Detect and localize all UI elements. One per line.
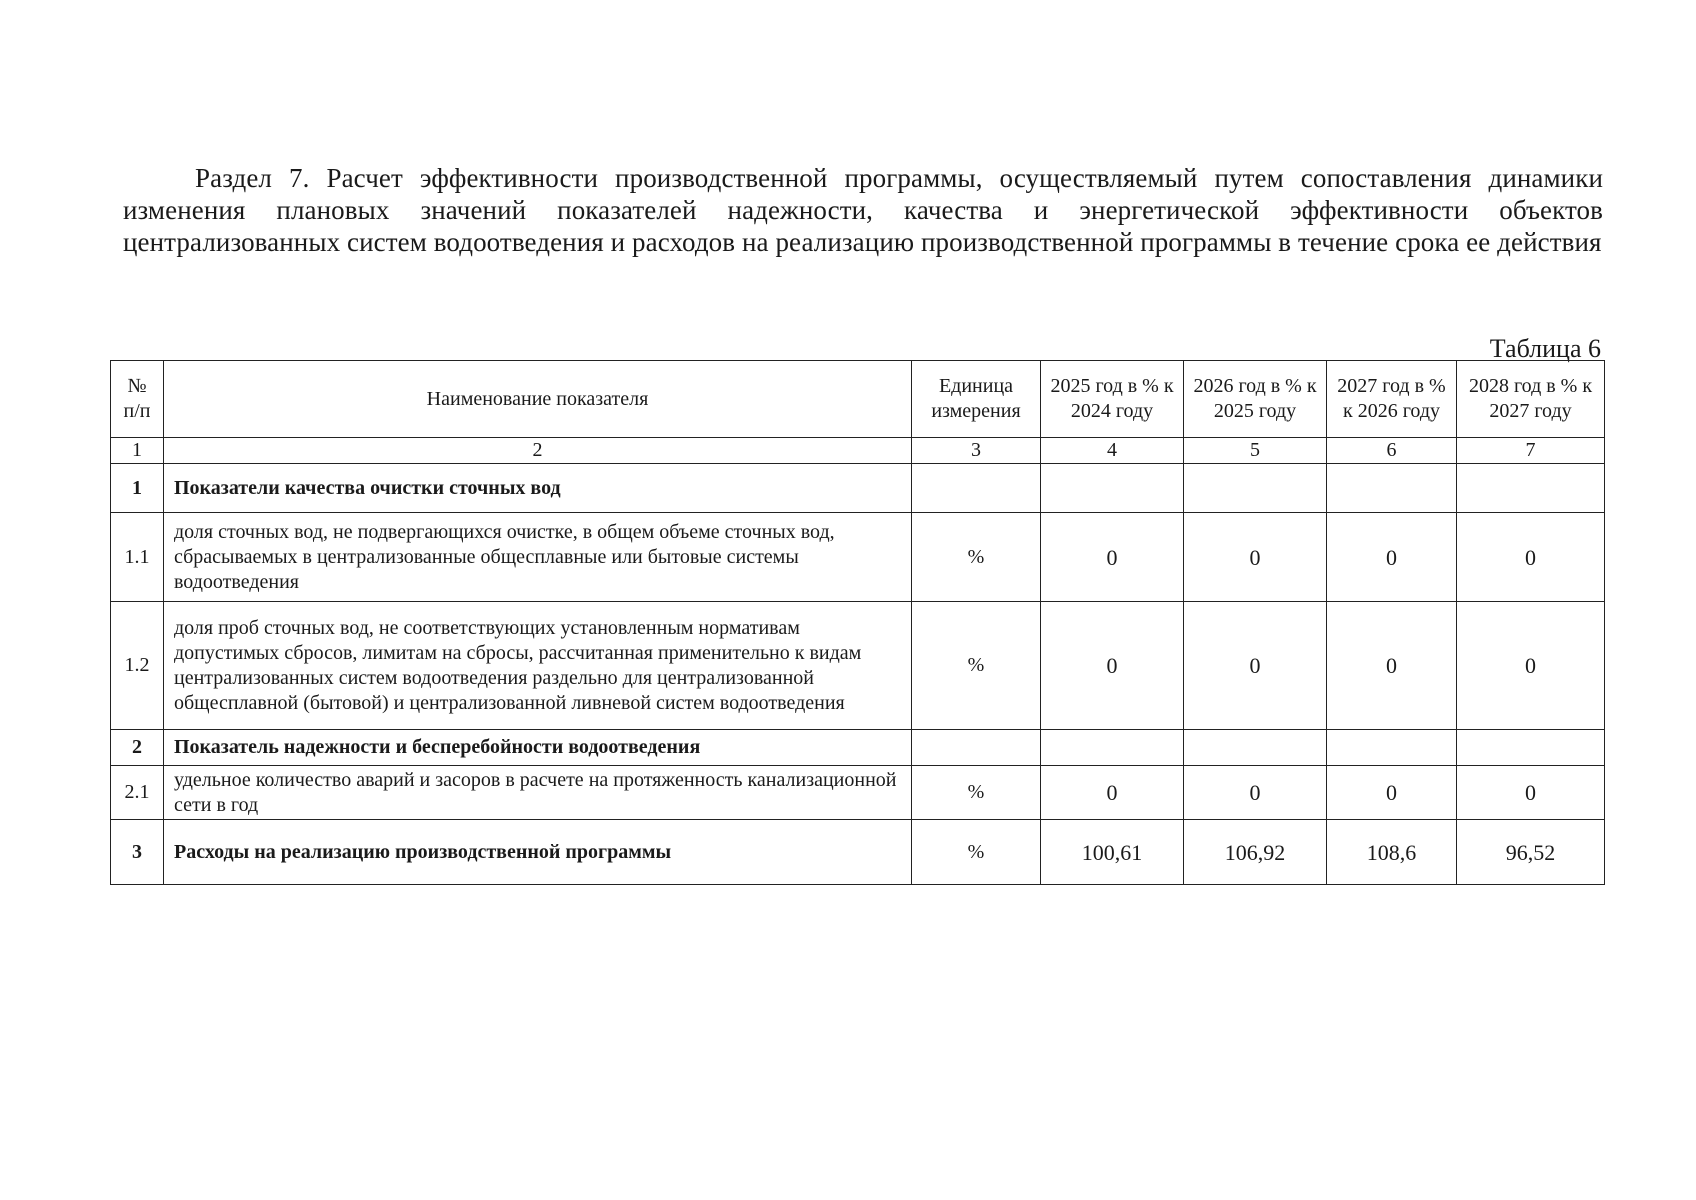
- row-num: 1.2: [111, 602, 164, 730]
- column-number: 6: [1327, 438, 1457, 464]
- row-value-2028: 0: [1457, 766, 1605, 820]
- row-name: доля проб сточных вод, не соответствующих установленным нормативам допустимых сбросов, лимитам на сбросы, рассчитанная применительно к видам централизованных систем водоотведения раздельно для централизованной общесплавной (бытовой) и централизованной ливневой систем водоотведения: [164, 602, 912, 730]
- table-row-1-1: [111, 513, 1605, 602]
- row-value-2027: [1327, 464, 1457, 513]
- column-number: 2: [164, 438, 912, 464]
- table-header-row: [111, 361, 1605, 438]
- row-value-2028: [1457, 730, 1605, 766]
- column-number: 7: [1457, 438, 1605, 464]
- table-row-2-1: [111, 766, 1605, 820]
- row-name: Показатели качества очистки сточных вод: [164, 464, 912, 513]
- header-name: Наименование показателя: [164, 361, 912, 438]
- column-number: 1: [111, 438, 164, 464]
- row-value-2026: 106,92: [1184, 820, 1327, 885]
- row-num: 1: [111, 464, 164, 513]
- row-value-2025: [1041, 464, 1184, 513]
- row-value-2025: [1041, 730, 1184, 766]
- column-numbers-row: [111, 438, 1605, 464]
- header-2027: 2027 год в % к 2026 году: [1327, 361, 1457, 438]
- row-unit: %: [912, 766, 1041, 820]
- row-value-2028: 0: [1457, 602, 1605, 730]
- row-value-2025: 0: [1041, 602, 1184, 730]
- table-row-section-2: [111, 730, 1605, 766]
- row-value-2025: 0: [1041, 513, 1184, 602]
- table-row-1-2: [111, 602, 1605, 730]
- section-heading: Раздел 7. Расчет эффективности производственной программы, осуществляемый путем сопоставления динамики изменения плановых значений показателей надежности, качества и энергетической эффективности объектов централизованных систем водоотведения и расходов на реализацию производственной программы в течение срока ее действия: [123, 163, 1603, 257]
- row-num: 1.1: [111, 513, 164, 602]
- row-name: Показатель надежности и бесперебойности водоотведения: [164, 730, 912, 766]
- row-value-2028: 0: [1457, 513, 1605, 602]
- row-value-2026: 0: [1184, 513, 1327, 602]
- row-value-2026: [1184, 730, 1327, 766]
- column-number: 5: [1184, 438, 1327, 464]
- table-caption: Таблица 6: [1489, 334, 1601, 363]
- row-value-2027: 0: [1327, 766, 1457, 820]
- column-number: 4: [1041, 438, 1184, 464]
- row-num: 3: [111, 820, 164, 885]
- row-value-2025: 0: [1041, 766, 1184, 820]
- row-name: доля сточных вод, не подвергающихся очистке, в общем объеме сточных вод, сбрасываемых в централизованные общесплавные или бытовые системы водоотведения: [164, 513, 912, 602]
- header-2028: 2028 год в % к 2027 году: [1457, 361, 1605, 438]
- row-unit: [912, 730, 1041, 766]
- row-unit: %: [912, 820, 1041, 885]
- row-name: удельное количество аварий и засоров в расчете на протяженность канализационной сети в год: [164, 766, 912, 820]
- row-unit: %: [912, 602, 1041, 730]
- indicators-table: [110, 360, 1605, 885]
- row-value-2028: [1457, 464, 1605, 513]
- row-value-2027: 0: [1327, 513, 1457, 602]
- row-value-2026: [1184, 464, 1327, 513]
- table-row-section-3: [111, 820, 1605, 885]
- row-num: 2.1: [111, 766, 164, 820]
- table-row-section-1: [111, 464, 1605, 513]
- row-value-2027: [1327, 730, 1457, 766]
- row-num: 2: [111, 730, 164, 766]
- header-num: № п/п: [111, 361, 164, 438]
- row-value-2027: 0: [1327, 602, 1457, 730]
- row-value-2025: 100,61: [1041, 820, 1184, 885]
- column-number: 3: [912, 438, 1041, 464]
- row-unit: [912, 464, 1041, 513]
- header-2025: 2025 год в % к 2024 году: [1041, 361, 1184, 438]
- row-name: Расходы на реализацию производственной программы: [164, 820, 912, 885]
- row-value-2026: 0: [1184, 602, 1327, 730]
- row-value-2027: 108,6: [1327, 820, 1457, 885]
- header-2026: 2026 год в % к 2025 году: [1184, 361, 1327, 438]
- row-value-2028: 96,52: [1457, 820, 1605, 885]
- row-unit: %: [912, 513, 1041, 602]
- header-unit: Единица измерения: [912, 361, 1041, 438]
- row-value-2026: 0: [1184, 766, 1327, 820]
